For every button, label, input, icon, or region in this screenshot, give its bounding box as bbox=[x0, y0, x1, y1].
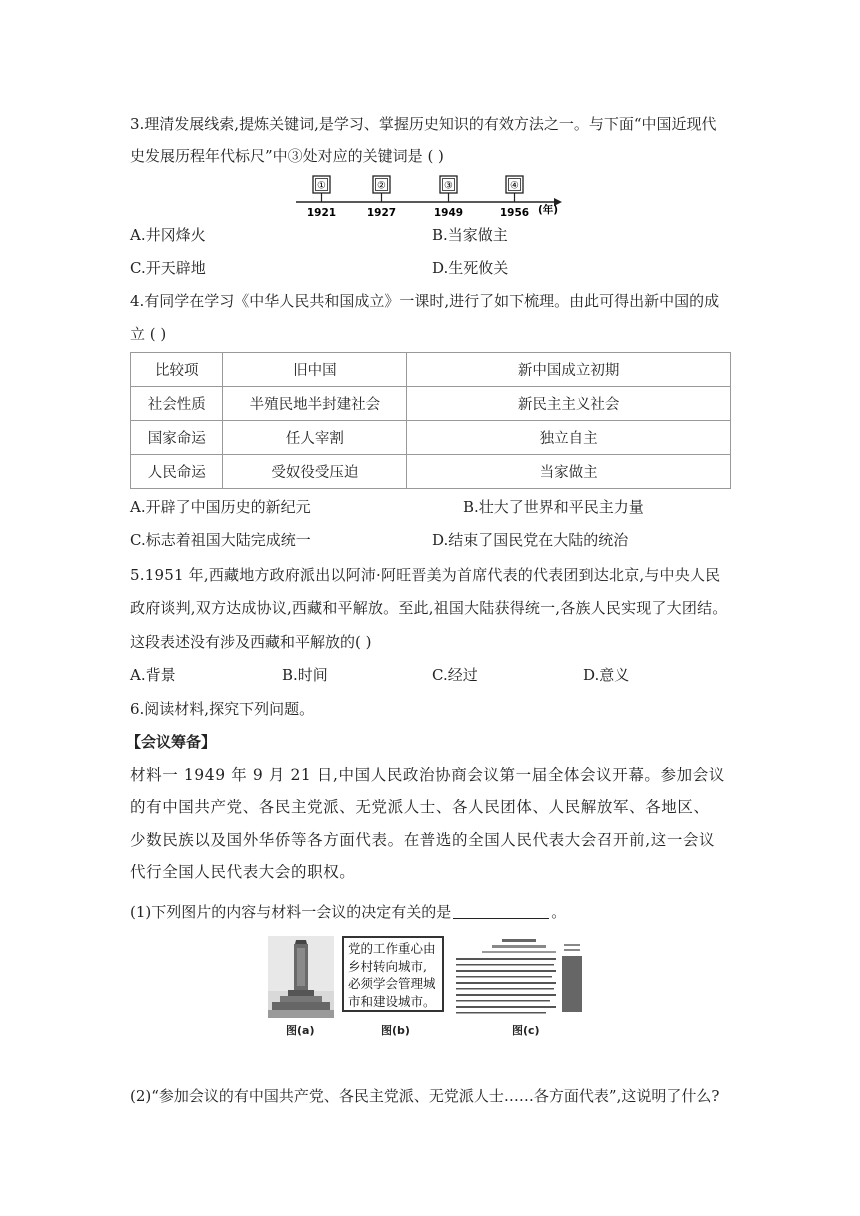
timeline-marker-2 bbox=[373, 176, 390, 202]
q5-option-a[interactable]: A.背景 bbox=[130, 666, 176, 684]
svg-text:②: ② bbox=[377, 180, 386, 192]
answer-blank[interactable] bbox=[453, 902, 549, 919]
table-cell: 当家做主 bbox=[407, 455, 731, 489]
table-cell: 独立自主 bbox=[407, 421, 731, 455]
q4-option-a[interactable]: A.开辟了中国历史的新纪元 bbox=[130, 498, 311, 516]
timeline-marker-3 bbox=[440, 176, 457, 202]
table-header-cell: 新中国成立初期 bbox=[407, 353, 731, 387]
q4-option-d[interactable]: D.结束了国民党在大陆的统治 bbox=[432, 531, 629, 549]
table-cell: 社会性质 bbox=[131, 387, 223, 421]
q5-stem-line3: 这段表述没有涉及西藏和平解放的( ) bbox=[130, 633, 372, 651]
table-cell: 受奴役受压迫 bbox=[223, 455, 407, 489]
q5-option-b[interactable]: B.时间 bbox=[282, 666, 328, 684]
timeline-marker-1 bbox=[313, 176, 330, 202]
table-row bbox=[131, 455, 731, 489]
q6-material-line2: 的有中国共产党、各民主党派、无党派人士、各人民团体、人民解放军、各地区、 bbox=[130, 798, 710, 816]
svg-text:③: ③ bbox=[444, 180, 453, 192]
q4-option-c[interactable]: C.标志着祖国大陆完成统一 bbox=[130, 531, 311, 549]
quote-line: 乡村转向城市, bbox=[348, 958, 427, 974]
timeline-year-1921: 1921 bbox=[306, 207, 337, 218]
table-cell: 新民主主义社会 bbox=[407, 387, 731, 421]
q5-option-d[interactable]: D.意义 bbox=[583, 666, 630, 684]
svg-text:①: ① bbox=[317, 180, 326, 192]
q3-option-c[interactable]: C.开天辟地 bbox=[130, 259, 206, 277]
q6-sub1-text: (1)下列图片的内容与材料一会议的决定有关的是 bbox=[130, 903, 452, 921]
svg-text:④: ④ bbox=[510, 180, 519, 192]
q5-option-c[interactable]: C.经过 bbox=[432, 666, 478, 684]
quote-line: 必须学会管理城 bbox=[348, 976, 436, 991]
q6-material-line3: 少数民族以及国外华侨等各方面代表。在普选的全国人民代表大会召开前,这一会议 bbox=[130, 831, 716, 849]
figure-a-caption: 图(a) bbox=[286, 1024, 315, 1037]
q3-stem-line2: 史发展历程年代标尺”中③处对应的关键词是 ( ) bbox=[130, 147, 444, 165]
q5-stem-line2: 政府谈判,双方达成协议,西藏和平解放。至此,祖国大陆获得统一,各族人民实现了大团结。 bbox=[130, 599, 728, 617]
q4-comparison-table bbox=[130, 352, 731, 489]
timeline-marker-4 bbox=[506, 176, 523, 202]
q4-stem-line2: 立 ( ) bbox=[130, 325, 167, 343]
monument-image bbox=[268, 936, 334, 1018]
table-header-cell: 旧中国 bbox=[223, 353, 407, 387]
q6-intro: 6.阅读材料,探究下列问题。 bbox=[130, 700, 315, 718]
q3-timeline bbox=[292, 172, 564, 218]
table-cell: 半殖民地半封建社会 bbox=[223, 387, 407, 421]
q6-sub1-end: 。 bbox=[551, 903, 567, 921]
figure-b-caption: 图(b) bbox=[381, 1024, 410, 1037]
table-header-row bbox=[131, 353, 731, 387]
timeline-unit: (年) bbox=[537, 204, 559, 216]
timeline-year-1949: 1949 bbox=[433, 207, 464, 218]
q6-sub2: (2)“参加会议的有中国共产党、各民主党派、无党派人士……各方面代表”,这说明了什么? bbox=[130, 1087, 720, 1105]
q6-sub1 bbox=[130, 902, 566, 922]
q6-material-line1: 材料一 1949 年 9 月 21 日,中国人民政治协商会议第一届全体会议开幕。参加会议 bbox=[130, 766, 725, 784]
table-header-cell: 比较项 bbox=[131, 353, 223, 387]
q3-stem-line1: 3.理清发展线索,提炼关键词,是学习、掌握历史知识的有效方法之一。与下面“中国近现代 bbox=[130, 115, 717, 133]
quote-line: 党的工作重心由 bbox=[348, 941, 436, 956]
q4-stem-line1: 4.有同学在学习《中华人民共和国成立》一课时,进行了如下梳理。由此可得出新中国的成 bbox=[130, 292, 720, 310]
table-row bbox=[131, 387, 731, 421]
quote-line: 市和建设城市。 bbox=[348, 993, 436, 1009]
q3-option-a[interactable]: A.井冈烽火 bbox=[130, 226, 206, 244]
quote-box bbox=[342, 936, 444, 1012]
q6-material-line4: 代行全国人民代表大会的职权。 bbox=[130, 863, 356, 881]
q3-option-d[interactable]: D.生死攸关 bbox=[432, 259, 509, 277]
table-cell: 国家命运 bbox=[131, 421, 223, 455]
q6-section-title: 【会议筹备】 bbox=[126, 733, 217, 751]
figure-c-caption: 图(c) bbox=[512, 1024, 540, 1037]
q4-option-b[interactable]: B.壮大了世界和平民主力量 bbox=[463, 498, 644, 516]
timeline-year-1956: 1956 bbox=[499, 207, 530, 218]
q5-stem-line1: 5.1951 年,西藏地方政府派出以阿沛·阿旺晋美为首席代表的代表团到达北京,与中央人民 bbox=[130, 566, 721, 584]
table-row bbox=[131, 421, 731, 455]
table-cell: 人民命运 bbox=[131, 455, 223, 489]
timeline-year-1927: 1927 bbox=[366, 207, 397, 218]
q3-option-b[interactable]: B.当家做主 bbox=[432, 226, 508, 244]
sheet-music-image bbox=[452, 936, 586, 1018]
table-cell: 任人宰割 bbox=[223, 421, 407, 455]
